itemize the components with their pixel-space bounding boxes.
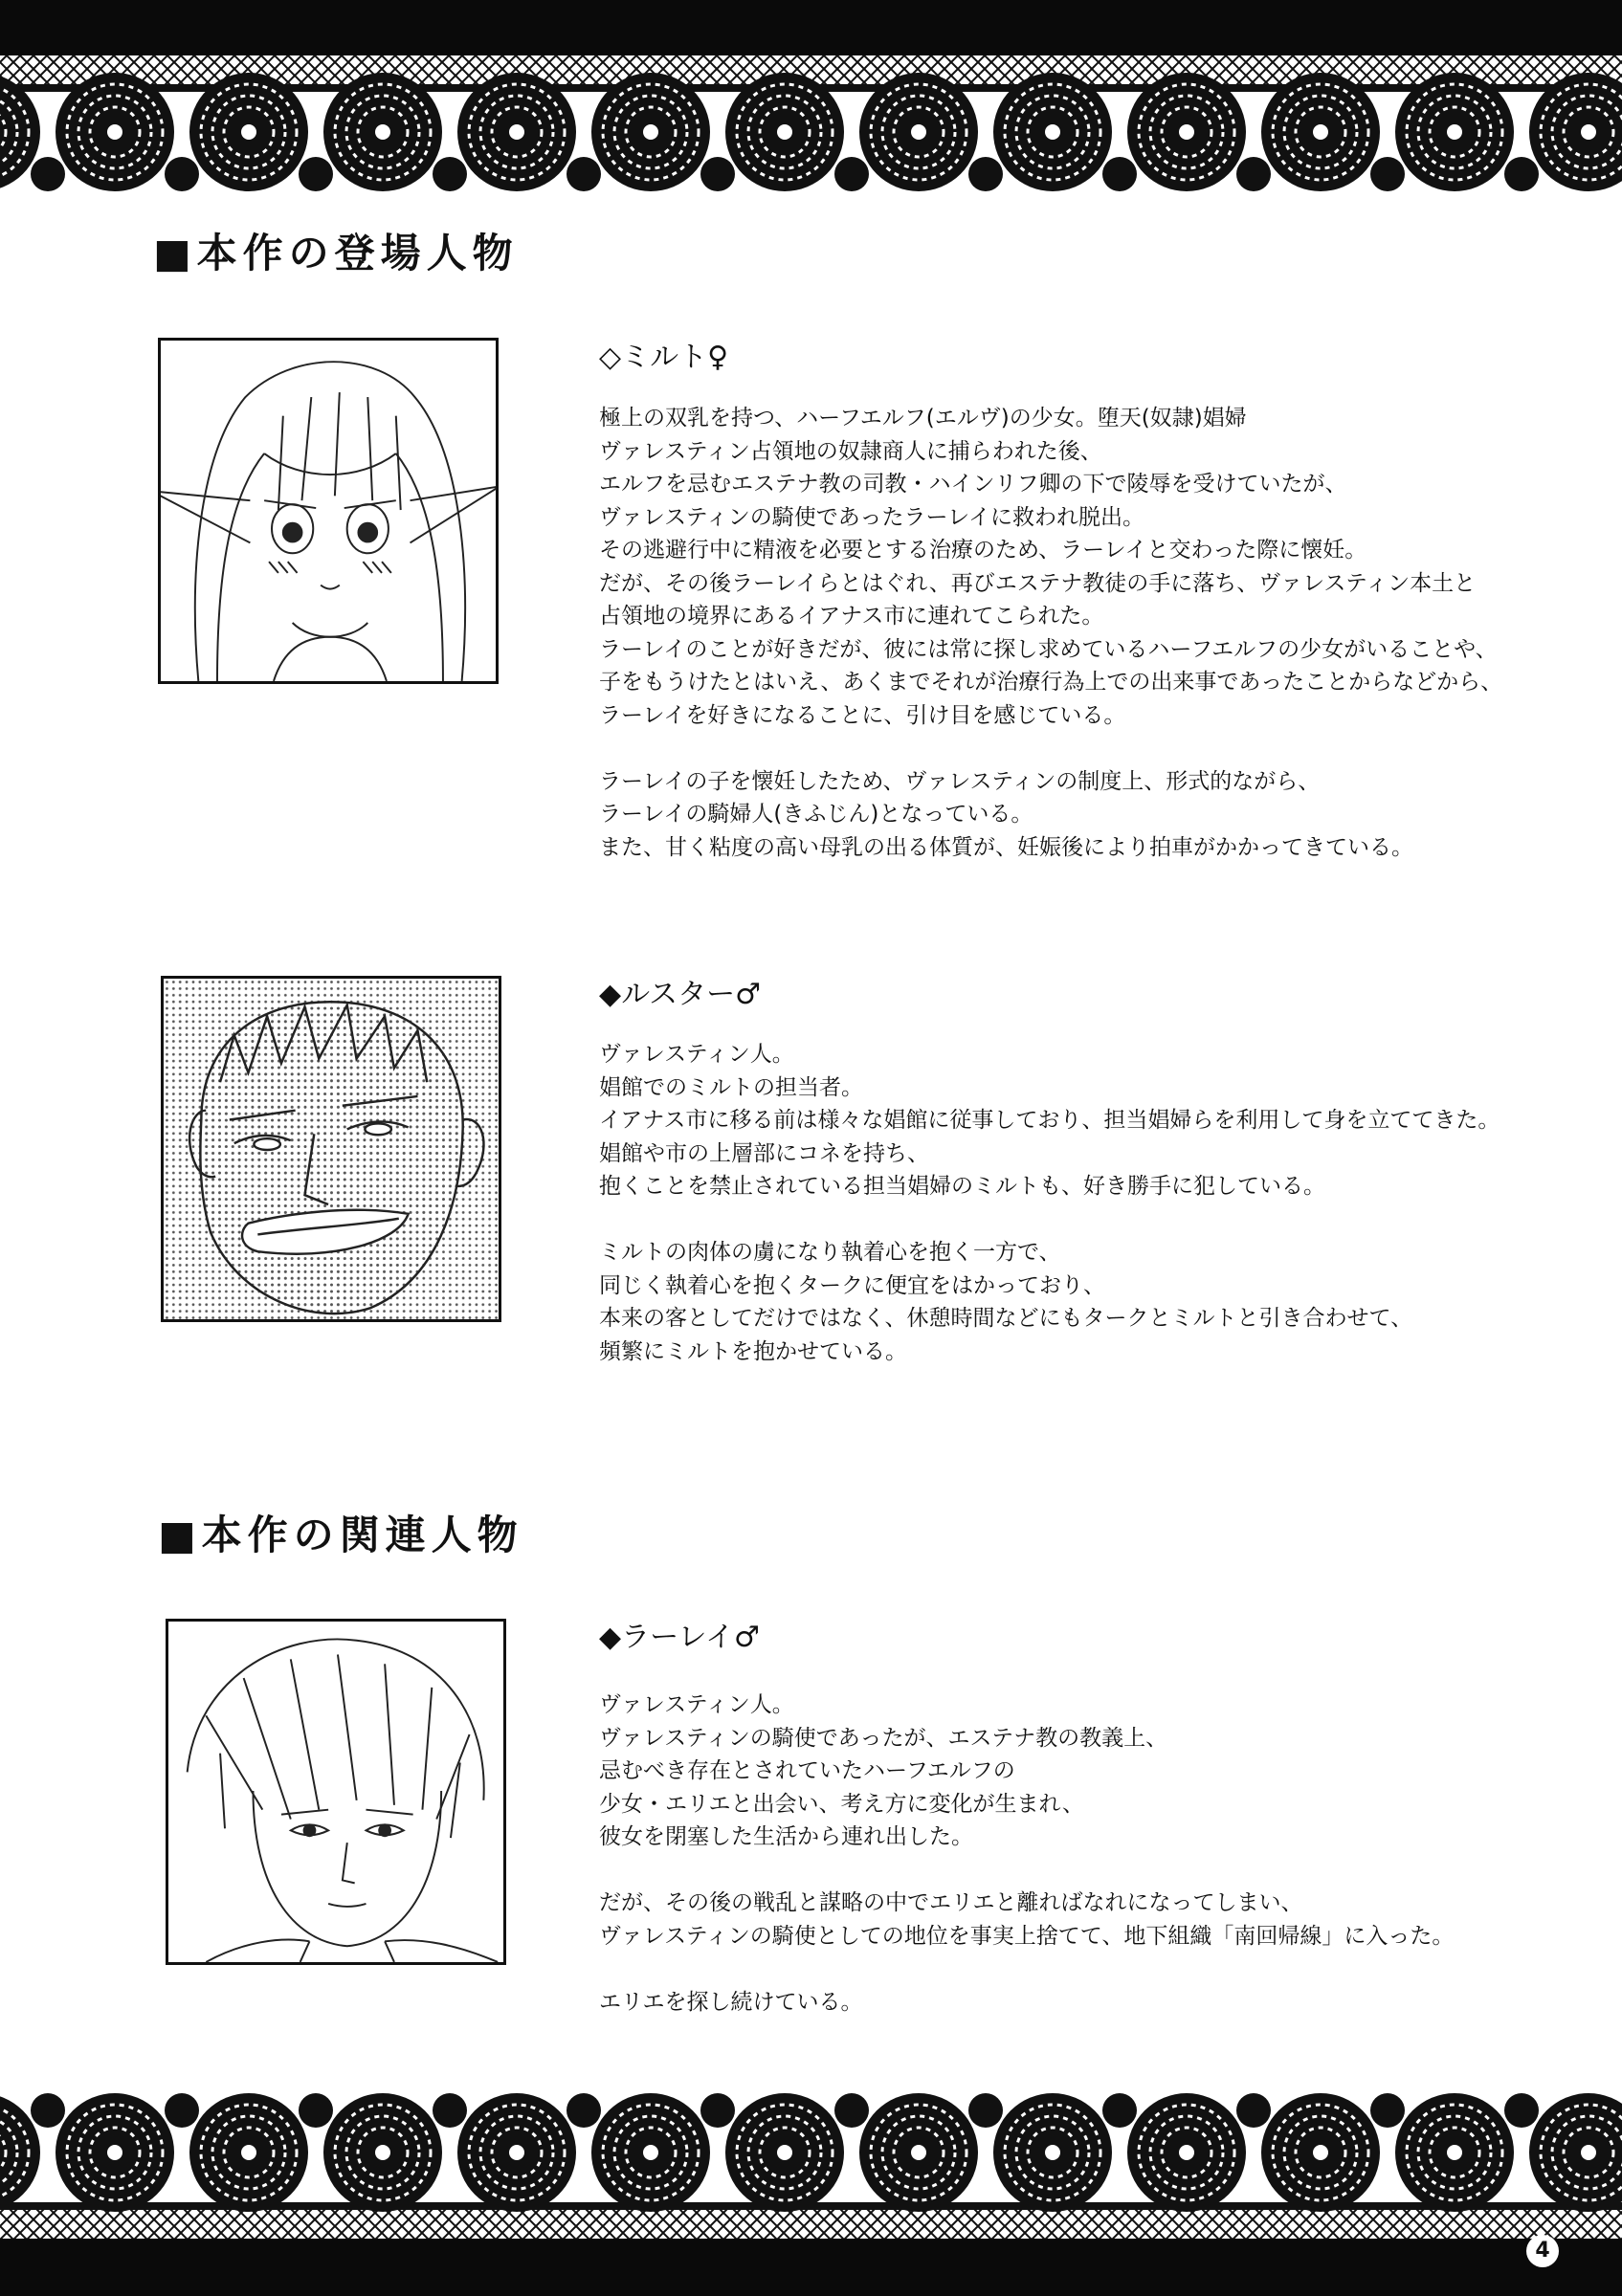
description-line: ラーレイを好きになることに、引け目を感じている。 <box>599 702 1126 728</box>
description-line: エリエを探し続けている。 <box>599 1989 863 2015</box>
description-line: ヴァレスティンの騎使としての地位を事実上捨てて、地下組織「南回帰線」に入った。 <box>599 1923 1455 1949</box>
description-line: ラーレイの子を懐妊したため、ヴァレスティンの制度上、形式的ながら、 <box>599 768 1321 794</box>
character-name-luster: ◆ルスター♂ <box>599 978 762 1011</box>
description-line: 極上の双乳を持つ、ハーフエルフ(エルヴ)の少女。堕天(奴隷)娼婦 <box>599 406 1247 430</box>
young-man-portrait-icon <box>166 1619 506 1965</box>
description-line: ヴァレスティン人。 <box>599 1042 794 1067</box>
page-number: 4 <box>1526 2235 1559 2267</box>
description-line: 抱くことを禁止されている担当娼婦のミルトも、好き勝手に犯している。 <box>599 1174 1325 1199</box>
description-line: その逃避行中に精液を必要とする治療のため、ラーレイと交わった際に懐妊。 <box>599 538 1367 563</box>
description-line: だが、その後ラーレイらとはぐれ、再びエステナ教徒の手に落ち、ヴァレスティン本土と <box>599 570 1477 596</box>
section-title-related-characters: ■本作の関連人物 <box>158 1512 523 1558</box>
description-line: 娼館や市の上層部にコネを持ち、 <box>599 1140 929 1166</box>
description-line: また、甘く粘度の高い母乳の出る体質が、妊娠後により拍車がかかってきている。 <box>599 834 1413 860</box>
description-line: 占領地の境界にあるイアナス市に連れてこられた。 <box>599 604 1104 629</box>
description-line: 少女・エリエと出会い、考え方に変化が生まれ、 <box>599 1791 1084 1817</box>
top-lace-border <box>0 55 1622 199</box>
character-name-rarei: ◆ラーレイ♂ <box>599 1621 760 1654</box>
description-line: ラーレイの騎婦人(きふじん)となっている。 <box>599 802 1033 827</box>
description-line: 頻繁にミルトを抱かせている。 <box>599 1338 907 1364</box>
description-line: 同じく執着心を抱くタークに便宜をはかっており、 <box>599 1272 1105 1298</box>
description-line: だが、その後の戦乱と謀略の中でエリエと離ればなれになってしまい、 <box>599 1890 1303 1915</box>
character-description-rarei <box>599 1689 1454 2019</box>
character-description-milt <box>599 402 1502 864</box>
bottom-lace-border <box>0 2086 1622 2239</box>
description-line: 子をもうけたとはいえ、あくまでそれが治療行為上での出来事であったことからなどから、 <box>599 670 1503 695</box>
description-line: ヴァレスティン人。 <box>599 1692 794 1717</box>
bottom-border-band <box>0 2239 1622 2296</box>
man-portrait-icon <box>161 976 501 1322</box>
description-line: ラーレイのことが好きだが、彼には常に探し求めているハーフエルフの少女がいることや、 <box>599 636 1498 662</box>
top-border-band <box>0 0 1622 55</box>
description-line: ヴァレスティンの騎使であったが、エステナ教の教義上、 <box>599 1725 1168 1751</box>
character-description-luster <box>599 1038 1500 1368</box>
elf-girl-portrait-icon <box>158 338 499 684</box>
description-line: ヴァレスティン占領地の奴隷商人に捕らわれた後、 <box>599 438 1102 464</box>
description-line: エルフを忌むエステナ教の司教・ハインリフ卿の下で陵辱を受けていたが、 <box>599 472 1347 497</box>
description-line: 忌むべき存在とされていたハーフエルフの <box>599 1758 1015 1783</box>
description-line: 本来の客としてだけではなく、休憩時間などにもタークとミルトと引き合わせて、 <box>599 1306 1413 1331</box>
description-line: イアナス市に移る前は様々な娼館に従事しており、担当娼婦らを利用して身を立ててきた。 <box>599 1108 1500 1133</box>
section-title-main-characters: ■本作の登場人物 <box>153 230 519 276</box>
description-line: 彼女を閉塞した生活から連れ出した。 <box>599 1824 973 1849</box>
character-name-milt: ◇ミルト♀ <box>599 341 729 374</box>
description-line: 娼館でのミルトの担当者。 <box>599 1074 863 1100</box>
description-line: ヴァレスティンの騎使であったラーレイに救われ脱出。 <box>599 504 1144 530</box>
description-line: ミルトの肉体の虜になり執着心を抱く一方で、 <box>599 1240 1061 1265</box>
